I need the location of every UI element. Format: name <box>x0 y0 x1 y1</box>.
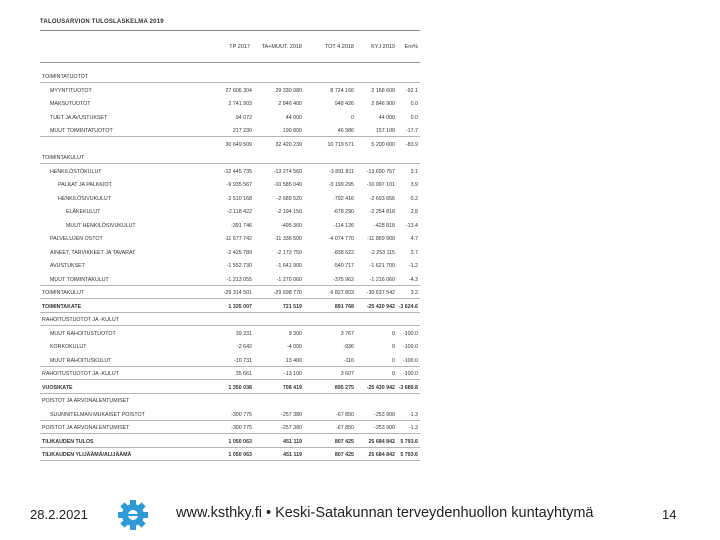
row-value: -29 314 501 <box>223 290 252 296</box>
row-value: 895 275 <box>334 384 354 391</box>
table-row <box>40 196 420 205</box>
row-value: -13 100 <box>284 371 302 377</box>
row-label: TILIKAUDEN YLIJÄÄMÄ/ALIJÄÄMÄ <box>42 452 132 458</box>
table-row <box>40 250 420 259</box>
row-value: 0 <box>392 357 395 364</box>
row-value: -838 622 <box>333 249 354 256</box>
table-row <box>40 115 420 124</box>
row-value: 1 050 063 <box>228 438 252 445</box>
row-value: 190 800 <box>282 128 302 134</box>
row-label: POISTOT JA ARVONALENTUMISET <box>42 398 130 404</box>
row-label: HENKILÖSIVUKULUT <box>58 195 111 202</box>
row-value: -25 430 942 <box>366 384 395 391</box>
row-value: 0 <box>392 330 395 337</box>
table-row <box>40 223 420 232</box>
row-value: 3.2 <box>410 290 418 296</box>
row-label: TOIMINTAKATE <box>42 303 82 310</box>
row-value: -4 074 770 <box>328 236 354 242</box>
row-value: -25 430 942 <box>366 303 395 310</box>
row-value: -100.0 <box>402 344 418 350</box>
column-header: KYJ 2019 <box>371 44 395 50</box>
row-value: 2 741 903 <box>228 101 252 107</box>
row-value: 0.0 <box>410 114 418 121</box>
page-number: 14 <box>662 507 677 522</box>
table-row <box>40 425 420 434</box>
row-value: 0.0 <box>410 101 418 107</box>
row-value: -67 850 <box>336 411 354 418</box>
row-value: 3 607 <box>340 371 354 377</box>
table-row <box>40 398 420 407</box>
row-value: -83.9 <box>405 141 418 148</box>
row-value: -391 746 <box>231 222 252 229</box>
row-label: ELÄKEKULUT <box>66 209 101 215</box>
row-value: 2 846 400 <box>278 101 302 107</box>
row-label: RAHOITUSTUOTOT JA -KULUT <box>42 317 119 323</box>
row-label: MUUT TOIMINTAKULUT <box>50 276 109 283</box>
row-value: 708 419 <box>282 384 302 391</box>
table-row <box>40 344 420 353</box>
row-value: -1.2 <box>408 263 418 269</box>
row-value: -2 510 168 <box>226 195 252 202</box>
row-label: MUUT RAHOITUSTUOTOT <box>50 330 116 337</box>
row-value: 46 986 <box>337 128 354 134</box>
row-value: -30 637 542 <box>366 290 395 296</box>
row-label: RAHOITUSTUOTOT JA -KULUT <box>42 371 119 377</box>
table-row <box>40 439 420 448</box>
table-row <box>40 290 420 299</box>
row-value: -375 962 <box>333 276 354 283</box>
row-value: 39 231 <box>235 330 252 337</box>
row-label: POISTOT JA ARVONALENTUMISET <box>42 425 130 431</box>
header-divider <box>40 62 420 63</box>
row-value: -2 425 789 <box>226 249 252 256</box>
row-value: 44 000 <box>285 114 302 121</box>
row-value: 451 119 <box>283 452 302 458</box>
row-value: -9 827 803 <box>328 290 354 296</box>
row-value: -2 194 150 <box>276 209 302 215</box>
gear-logo-icon <box>116 498 150 532</box>
row-value: -92.1 <box>405 87 418 94</box>
footer-date: 28.2.2021 <box>30 507 88 522</box>
row-value: -29 698 770 <box>273 290 302 296</box>
table-row <box>40 101 420 110</box>
row-label: VUOSIKATE <box>42 384 73 391</box>
row-label: AINEET, TARVIKKEET JA TAVARAT <box>50 249 136 256</box>
row-value: -2 254 818 <box>369 209 395 215</box>
row-label: MAKSUTUOTOT <box>50 101 91 107</box>
table-row <box>40 169 420 178</box>
row-value: -100.0 <box>402 330 418 337</box>
row-value: 891 768 <box>334 303 354 310</box>
row-value: 157 100 <box>375 128 395 134</box>
row-label: MUUT HENKILÖSIVUKULUT <box>66 222 136 229</box>
budget-sheet <box>36 14 420 458</box>
title-divider <box>40 30 420 31</box>
table-row <box>40 236 420 245</box>
column-header: TA+MUUT. 2018 <box>261 44 302 50</box>
row-value: -10 585 040 <box>273 182 302 188</box>
row-value: -3 199 295 <box>328 182 354 188</box>
row-value: -11 336 500 <box>274 236 302 242</box>
row-value: -792 416 <box>333 195 354 202</box>
row-value: -1.3 <box>408 425 418 431</box>
row-value: -10 731 <box>234 357 252 364</box>
row-value: -13.4 <box>405 222 418 229</box>
row-value: 94 072 <box>235 114 252 121</box>
row-label: AVUSTUKSET <box>50 263 85 269</box>
row-value: -253 900 <box>374 411 395 418</box>
row-value: 217 230 <box>232 128 252 134</box>
row-value: 5 200 000 <box>371 141 395 148</box>
table-row <box>40 331 420 340</box>
document-title: TALOUSARVION TULOSLASKELMA 2019 <box>40 19 164 25</box>
table-row <box>40 263 420 272</box>
row-value: -1 552 730 <box>226 263 252 269</box>
row-value: -257 380 <box>281 411 302 418</box>
table-row <box>40 452 420 461</box>
row-value: -4 000 <box>286 344 302 350</box>
row-value: -1 213 055 <box>226 276 252 283</box>
row-value: 3.7 <box>410 249 418 256</box>
table-row <box>40 304 420 313</box>
row-value: 2 168 600 <box>371 87 395 94</box>
table-row <box>40 182 420 191</box>
row-value: -2 253 115 <box>370 249 395 256</box>
row-label: SUUNNITELMAN MUKAISET POISTOT <box>50 411 145 418</box>
row-label: PALVELUJEN OSTOT <box>50 236 103 242</box>
row-value: 2 846 900 <box>371 101 395 107</box>
row-value: -540 717 <box>333 263 354 269</box>
row-value: -1 270 060 <box>276 276 302 283</box>
row-label: MYYNTITUOTOT <box>50 87 92 94</box>
row-value: -13 690 757 <box>366 168 395 175</box>
row-value: -67 850 <box>336 425 354 431</box>
row-value: -114 126 <box>333 222 354 229</box>
row-label: MUUT TOIMINTATUOTOT <box>50 128 113 134</box>
row-value: -253 900 <box>374 425 395 431</box>
table-row <box>40 385 420 394</box>
row-value: -2 173 750 <box>276 249 302 256</box>
row-value: -116 <box>343 357 354 364</box>
row-value: -257 380 <box>281 425 302 431</box>
row-value: -1 216 060 <box>369 276 395 283</box>
row-value: 5 793.6 <box>400 438 418 445</box>
row-value: 10 719 571 <box>327 141 354 148</box>
row-label: TUET JA AVUSTUKSET <box>50 114 108 121</box>
row-value: 0.2 <box>410 195 418 202</box>
row-value: -428 818 <box>374 222 395 229</box>
row-label: TOIMINTAKULUT <box>42 290 85 296</box>
row-value: 5 793.6 <box>400 452 418 458</box>
row-value: 2.8 <box>410 209 418 215</box>
row-value: 1 050 063 <box>228 452 252 458</box>
column-header: Ero% <box>404 44 418 50</box>
row-value: 44 000 <box>378 114 395 121</box>
row-value: 35 661 <box>235 371 252 377</box>
row-value: -2 693 656 <box>369 195 395 202</box>
row-value: -2 689 520 <box>276 195 302 202</box>
footer-website-text: www.ksthky.fi • Keski-Satakunnan terveydenhuollon kuntayhtymä <box>176 505 594 521</box>
row-value: 0 <box>392 344 395 350</box>
row-value: 1 335 007 <box>228 303 252 310</box>
row-value: -3 624.6 <box>398 303 418 310</box>
row-label: HENKILÖSTÖKULUT <box>50 168 102 175</box>
table-row <box>40 155 420 164</box>
table-row <box>40 412 420 421</box>
row-value: 807 425 <box>334 438 354 445</box>
row-value: -11 677 742 <box>224 236 252 242</box>
row-value: 32 420 239 <box>275 141 302 148</box>
row-value: 721 519 <box>282 303 302 310</box>
table-row <box>40 277 420 286</box>
row-value: -1.3 <box>408 411 418 418</box>
row-value: -1 621 700 <box>369 263 395 269</box>
row-value: 25 684 842 <box>368 452 395 458</box>
row-value: 9 300 <box>288 330 302 337</box>
row-label: PALKAT JA PALKKIOT <box>58 182 112 188</box>
row-value: 0 <box>351 114 354 121</box>
column-header: TP 2017 <box>229 44 250 50</box>
row-value: 13 400 <box>285 357 302 364</box>
row-value: -10 997 101 <box>366 182 395 188</box>
row-value: 948 426 <box>334 101 354 107</box>
row-value: 27 606 304 <box>225 87 252 94</box>
table-row <box>40 358 420 367</box>
row-value: 3.1 <box>410 168 418 175</box>
row-value: 30 649 509 <box>225 141 252 148</box>
row-value: 1 350 038 <box>228 384 252 391</box>
row-value: -678 290 <box>333 209 354 215</box>
row-value: -2 642 <box>236 344 252 350</box>
row-value: 451 119 <box>283 438 302 445</box>
row-value: 29 330 080 <box>275 87 302 94</box>
row-value: -12 445 735 <box>223 168 252 175</box>
row-value: -100.0 <box>402 357 418 364</box>
row-value: -3 891 811 <box>329 168 354 175</box>
row-label: TILIKAUDEN TULOS <box>42 438 94 445</box>
row-value: -495 360 <box>281 222 302 229</box>
row-value: 807 425 <box>334 452 354 458</box>
row-value: 25 684 842 <box>368 438 395 445</box>
row-value: -936 <box>343 344 354 350</box>
row-value: -11 869 900 <box>367 236 395 242</box>
table-row <box>40 74 420 83</box>
table-row <box>40 209 420 218</box>
row-value: -9 935 567 <box>226 182 252 188</box>
table-row <box>40 128 420 137</box>
row-value: -100.0 <box>402 371 418 377</box>
row-value: 3 767 <box>340 330 354 337</box>
row-value: -2 118 422 <box>227 209 252 215</box>
row-label: MUUT RAHOITUSKULUT <box>50 357 112 364</box>
table-row <box>40 371 420 380</box>
row-value: -300 775 <box>231 411 252 418</box>
column-header: TOT 4.2018 <box>324 44 354 50</box>
row-label: KORKOKULUT <box>50 344 87 350</box>
row-value: -1 641 900 <box>276 263 302 269</box>
row-value: 3.9 <box>410 182 418 188</box>
row-value: -17.7 <box>405 128 418 134</box>
table-row <box>40 88 420 97</box>
row-value: 4.7 <box>410 236 418 242</box>
row-value: 0 <box>392 371 395 377</box>
row-value: -4.3 <box>408 276 418 283</box>
row-label: TOIMINTATUOTOT <box>42 74 89 80</box>
table-row <box>40 317 420 326</box>
row-label: TOIMINTAKULUT <box>42 155 85 161</box>
row-value: -3 689.8 <box>398 384 418 391</box>
row-value: -13 274 560 <box>273 168 302 175</box>
table-row <box>40 142 420 151</box>
row-value: 8 724 166 <box>330 87 354 94</box>
row-value: -300 775 <box>231 425 252 431</box>
